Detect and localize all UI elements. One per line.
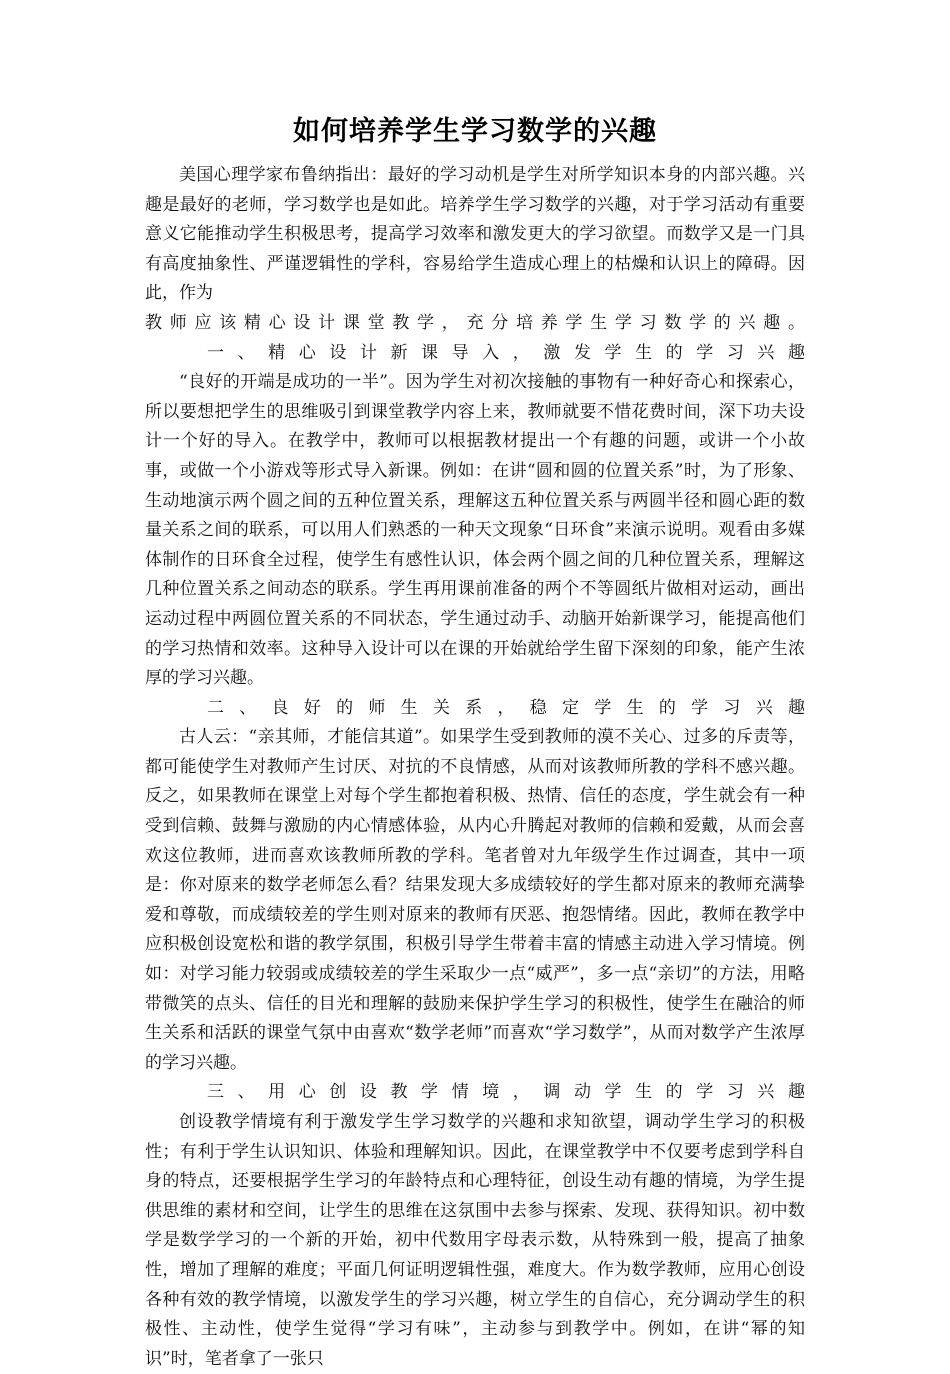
section-1-heading: 一 、 精 心 设 计 新 课 导 入 ， 激 发 学 生 的 学 习 兴 趣 (207, 342, 805, 363)
section-2-paragraph: 古人云：“亲其师，才能信其道”。如果学生受到教师的漠不关心、过多的斥责等，都可能使学生对教师产生讨厌、对抗的不良情感，从而对该教师所教的学科不感兴趣。反之，如果教师在课堂上对每个学生都抱着积极、热情、信任的态度，学生就会有一种受到信赖、鼓舞与激励的内心情感体验，从内心升腾起对教师的信赖和爱戴，从而会喜欢这位教师，进而喜欢该教师所教的学科。笔者曾对九年级学生作过调查，其中一项是：你对原来的数学老师怎么看？结果发现大多成绩较好的学生都对原来的教师充满挚爱和尊敬，而成绩较差的学生则对原来的教师有厌恶、抱怨情绪。因此，教师在教学中应积极创设宽松和谐的教学氛围，积极引导学生带着丰富的情感主动进入学习情境。例如：对学习能力较弱或成绩较差的学生采取少一点“威严”，多一点“亲切”的方法，用略带微笑的点头、信任的目光和理解的鼓励来保护学生学习的积极性，使学生在融洽的师生关系和活跃的课堂气氛中由喜欢“数学老师”而喜欢“学习数学”，从而对数学产生浓厚的学习兴趣。 (145, 727, 805, 1073)
page-title: 如何培养学生学习数学的兴趣 (293, 116, 657, 147)
section-1-paragraph: “良好的开端是成功的一半”。因为学生对初次接触的事物有一种好奇心和探索心，所以要想把学生的思维吸引到课堂教学内容上来，教师就要不惜花费时间，深下功夫设计一个好的导入。在教学中，教师可以根据教材提出一个有趣的问题，或讲一个小故事，或做一个小游戏等形式导入新课。例如：在讲“圆和圆的位置关系”时，为了形象、生动地演示两个圆之间的五种位置关系，理解这五种位置关系与两圆半径和圆心距的数量关系之间的联系，可以用人们熟悉的一种天文现象“日环食”来演示说明。观看由多媒体制作的日环食全过程，使学生有感性认识，体会两个圆之间的几种位置关系，理解这几种位置关系之间动态的联系。学生再用课前准备的两个不等圆纸片做相对运动，画出运动过程中两圆位置关系的不同状态，学生通过动手、动脑开始新课学习，能提高他们的学习热情和效率。这种导入设计可以在课的开始就给学生留下深刻的印象，能产生浓厚的学习兴趣。 (145, 372, 805, 689)
section-2-heading: 二 、 良 好 的 师 生 关 系 ， 稳 定 学 生 的 学 习 兴 趣 (207, 697, 805, 718)
intro-last-line: 教 师 应 该 精 心 设 计 课 堂 教 学 ， 充 分 培 养 学 生 学 习 数 学 的 兴 趣 。 (145, 312, 805, 333)
section-3-paragraph: 创设教学情境有利于激发学生学习数学的兴趣和求知欲望，调动学生学习的积极性；有利于学生认识知识、体验和理解知识。因此，在课堂教学中不仅要考虑到学科自身的特点，还要根据学生学习的年龄特点和心理特征，创设生动有趣的情境，为学生提供思维的素材和空间，让学生的思维在这氛围中去参与探索、发现、获得知识。初中数学是数学学习的一个新的开始，初中代数用字母表示数，从特殊到一般，提高了抽象性，增加了理解的难度；平面几何证明逻辑性强，难度大。作为数学教师，应用心创设各种有效的教学情境，以激发学生的学习兴趣，树立学生的自信心，充分调动学生的积极性、主动性，使学生觉得“学习有味”，主动参与到教学中。例如，在讲“幂的知识”时，笔者拿了一张只 (145, 1112, 805, 1369)
intro-paragraph: 美国心理学家布鲁纳指出：最好的学习动机是学生对所学知识本身的内部兴趣。兴趣是最好的老师，学习数学也是如此。培养学生学习数学的兴趣，对于学习活动有重要意义它能推动学生积极思考，提高学习效率和激发更大的学习欲望。而数学又是一门具有高度抽象性、严谨逻辑性的学科，容易给学生造成心理上的枯燥和认识上的障碍。因此，作为 (145, 165, 805, 304)
section-3-heading: 三 、 用 心 创 设 教 学 情 境 ， 调 动 学 生 的 学 习 兴 趣 (207, 1082, 805, 1103)
article-body (145, 161, 805, 1374)
